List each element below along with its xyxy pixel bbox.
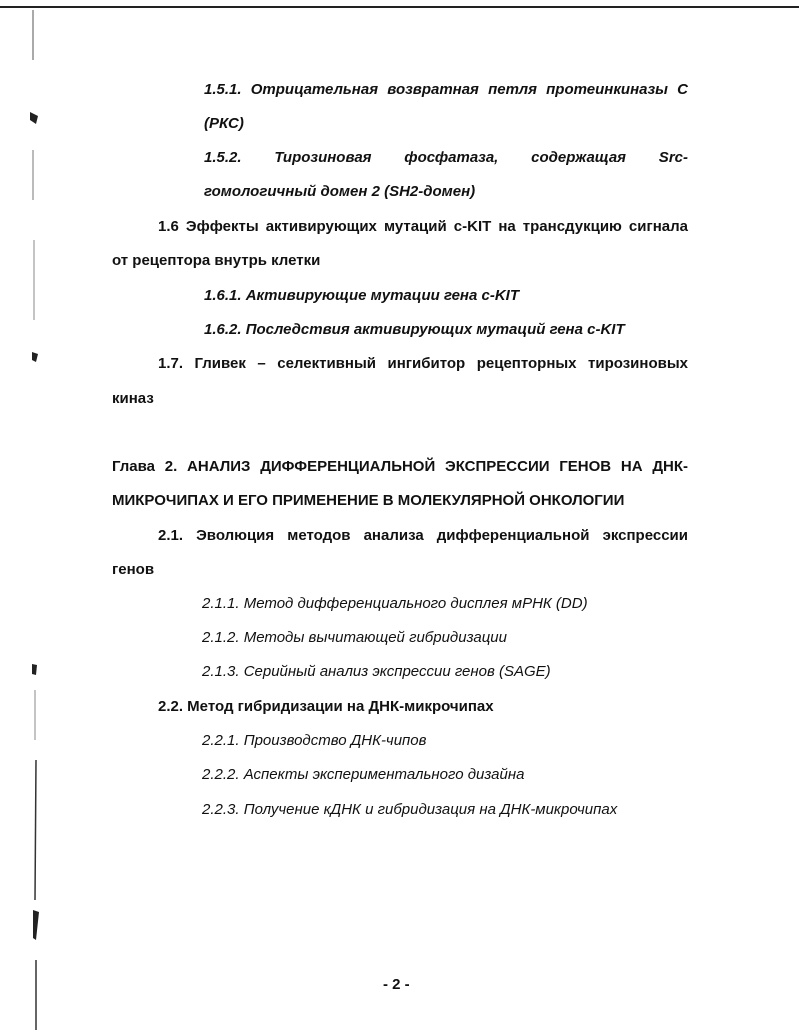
toc-entry-1-5-2: 1.5.2. Тирозиновая фосфатаза, содержащая Src- xyxy=(204,149,688,166)
toc-entry-2-2-1: 2.2.1. Производство ДНК-чипов xyxy=(202,732,427,749)
toc-entry-2-1-3: 2.1.3. Серийный анализ экспрессии генов (SAGE) xyxy=(202,663,551,680)
toc-entry-1-5-2-cont: гомологичный домен 2 (SH2-домен) xyxy=(204,183,476,200)
toc-entry-2-2-3: 2.2.3. Получение кДНК и гибридизация на ДНК-микрочипах xyxy=(202,801,618,818)
toc-entry-1-7-cont: киназ xyxy=(112,390,154,407)
toc-entry-1-5-1: 1.5.1. Отрицательная возвратная петля протеинкиназы С xyxy=(204,81,688,98)
toc-entry-2-1: 2.1. Эволюция методов анализа дифференциальной экспрессии xyxy=(158,527,688,544)
top-rule xyxy=(0,6,799,8)
toc-chapter-2-cont: МИКРОЧИПАХ И ЕГО ПРИМЕНЕНИЕ В МОЛЕКУЛЯРНОЙ ОНКОЛОГИИ xyxy=(112,492,625,509)
toc-entry-1-5-1-cont: (РКС) xyxy=(204,115,244,132)
toc-entry-1-6: 1.6 Эффекты активирующих мутаций с-KIT на трансдукцию сигнала xyxy=(158,218,688,235)
toc-chapter-2: Глава 2. АНАЛИЗ ДИФФЕРЕНЦИАЛЬНОЙ ЭКСПРЕССИИ ГЕНОВ НА ДНК- xyxy=(112,458,688,475)
toc-entry-1-6-1: 1.6.1. Активирующие мутации гена с-KIT xyxy=(204,287,519,304)
toc-entry-2-1-1: 2.1.1. Метод дифференциального дисплея мРНК (DD) xyxy=(202,595,588,612)
page-number: - 2 - xyxy=(383,976,410,993)
toc-entry-2-1-cont: генов xyxy=(112,561,155,578)
toc-entry-2-2: 2.2. Метод гибридизации на ДНК-микрочипах xyxy=(158,698,494,715)
toc-entry-2-1-2: 2.1.2. Методы вычитающей гибридизации xyxy=(202,629,507,646)
toc-entry-1-6-2: 1.6.2. Последствия активирующих мутаций гена с-KIT xyxy=(204,321,625,338)
toc-entry-1-7: 1.7. Гливек – селективный ингибитор рецепторных тирозиновых xyxy=(158,355,688,372)
toc-entry-1-6-cont: от рецептора внутрь клетки xyxy=(112,252,321,269)
toc-entry-2-2-2: 2.2.2. Аспекты экспериментального дизайна xyxy=(202,766,525,783)
